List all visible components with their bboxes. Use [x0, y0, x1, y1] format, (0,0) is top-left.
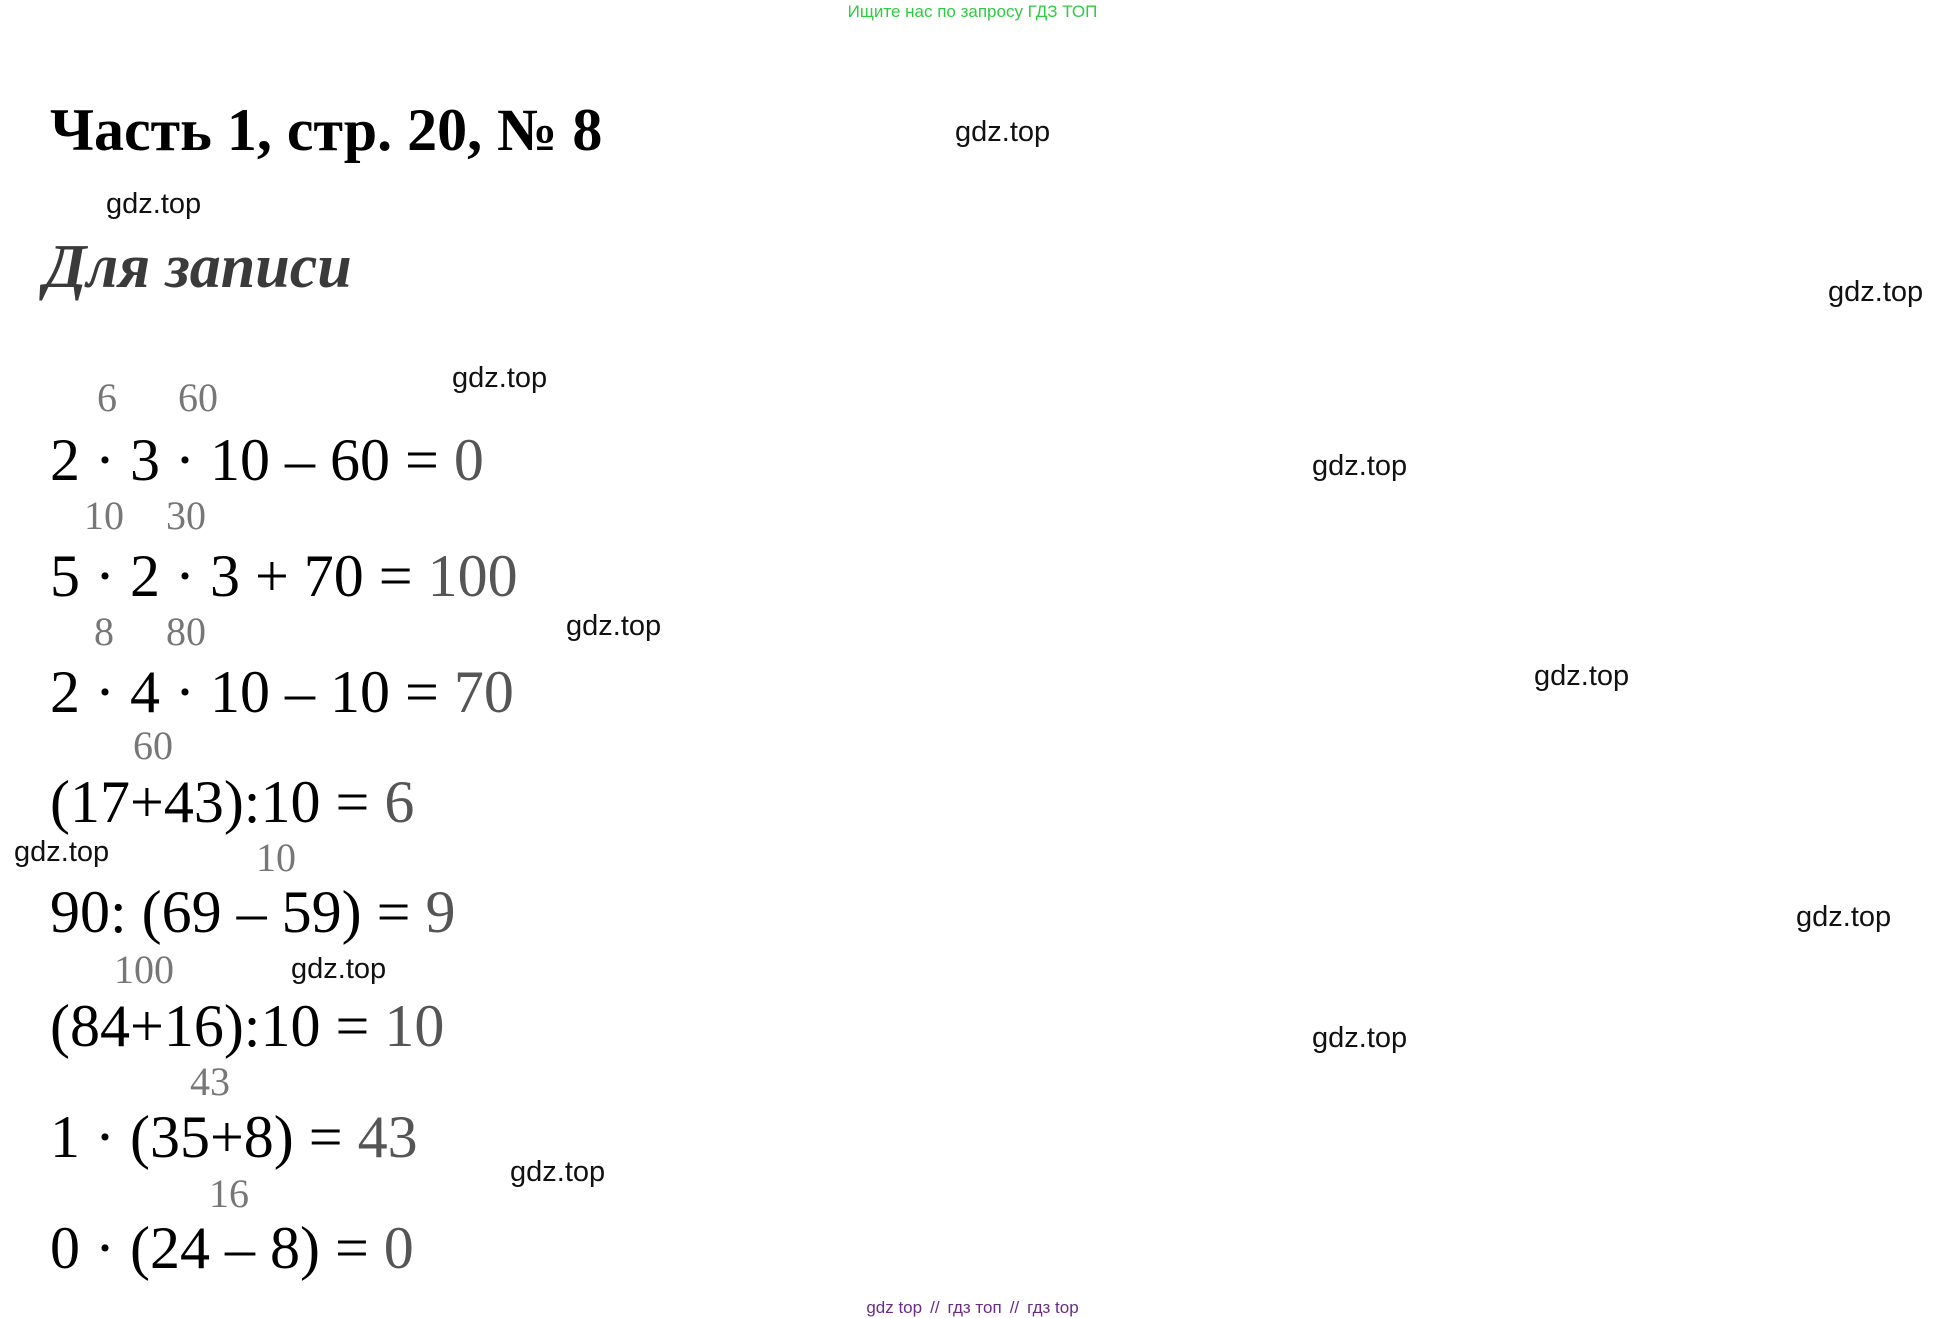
top-banner: Ищите нас по запросу ГДЗ ТОП [847, 2, 1098, 21]
equation-result: 70 [453, 659, 514, 725]
intermediate-result: 10 [84, 493, 124, 538]
equation [50, 543, 518, 609]
equation-result: 6 [384, 769, 415, 835]
watermark: gdz.top [1312, 1022, 1408, 1054]
intermediate-result: 10 [256, 835, 296, 880]
intermediate-result: 43 [190, 1059, 230, 1104]
equation [50, 769, 415, 835]
watermark: gdz.top [106, 188, 202, 220]
watermark: gdz.top [1312, 450, 1408, 482]
equation-expression: 1 · (35+8) = [50, 1104, 358, 1170]
watermark: gdz.top [452, 362, 548, 394]
footer-links [0, 1298, 1945, 1318]
intermediate-result: 16 [209, 1171, 249, 1216]
footer-link[interactable]: gdz top [866, 1298, 923, 1317]
equation-result: 100 [427, 543, 518, 609]
footer-separator: // [930, 1298, 940, 1317]
watermark: gdz.top [1534, 660, 1630, 692]
equation [50, 427, 484, 493]
equation-expression: 2 · 3 · 10 – 60 = [50, 427, 454, 493]
watermark: gdz.top [510, 1156, 606, 1188]
equation-expression: (84+16):10 = [50, 993, 385, 1059]
equation-result: 9 [425, 879, 456, 945]
equation [50, 993, 445, 1059]
watermark: gdz.top [14, 836, 110, 868]
section-subtitle: Для записи [44, 233, 352, 301]
watermark: gdz.top [291, 953, 387, 985]
watermark: gdz.top [1796, 901, 1892, 933]
footer-link[interactable]: гдз top [1027, 1298, 1079, 1317]
equation-expression: 2 · 4 · 10 – 10 = [50, 659, 454, 725]
footer-separator: // [1009, 1298, 1020, 1317]
equation [50, 879, 456, 945]
equation-result: 0 [453, 427, 484, 493]
intermediate-result: 30 [166, 493, 206, 538]
footer-link[interactable]: гдз топ [947, 1298, 1002, 1317]
intermediate-result: 60 [133, 723, 173, 768]
equation-expression: 5 · 2 · 3 + 70 = [50, 543, 428, 609]
intermediate-result: 8 [94, 609, 114, 654]
equation-result: 10 [384, 993, 445, 1059]
intermediate-result: 6 [97, 375, 117, 420]
equation [50, 1215, 414, 1281]
equation-expression: 0 · (24 – 8) = [50, 1215, 384, 1281]
page-title: Часть 1, стр. 20, № 8 [50, 97, 603, 163]
equation-result: 43 [357, 1104, 418, 1170]
intermediate-result: 100 [114, 947, 174, 992]
equation [50, 659, 514, 725]
equation-result: 0 [383, 1215, 414, 1281]
intermediate-result: 80 [166, 609, 206, 654]
watermark: gdz.top [1828, 276, 1924, 308]
equation-expression: (17+43):10 = [50, 769, 385, 835]
watermark: gdz.top [566, 610, 662, 642]
equation [50, 1104, 418, 1170]
intermediate-result: 60 [178, 375, 218, 420]
equation-expression: 90: (69 – 59) = [50, 879, 426, 945]
watermark: gdz.top [955, 116, 1051, 148]
